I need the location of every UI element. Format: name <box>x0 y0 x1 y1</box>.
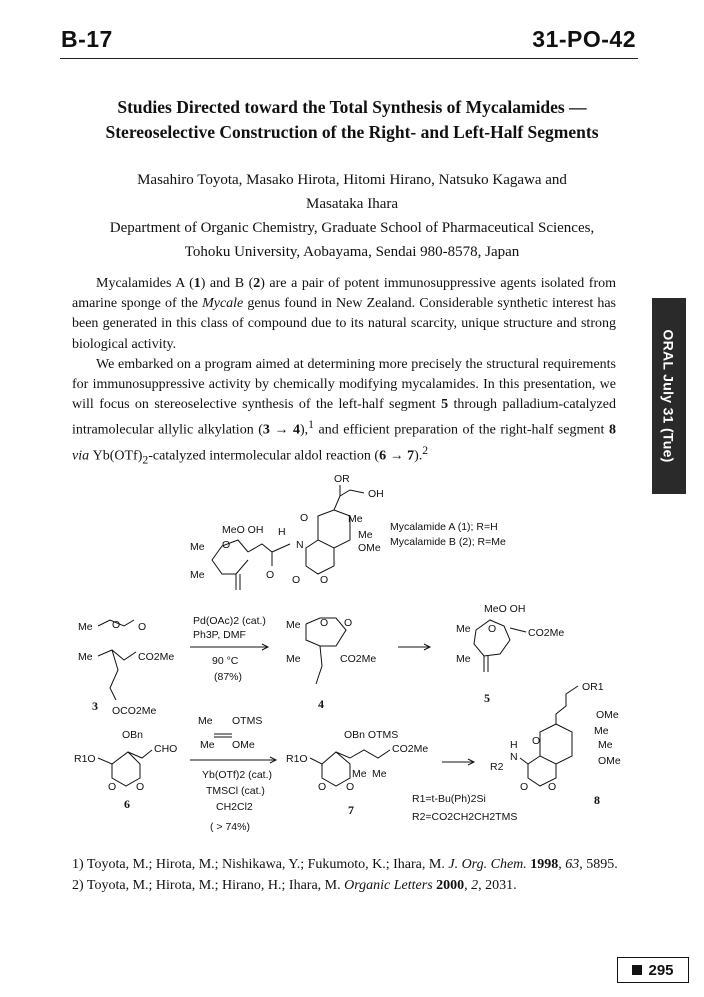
svg-text:5: 5 <box>484 691 490 705</box>
svg-text:CH2Cl2: CH2Cl2 <box>216 801 253 813</box>
svg-text:O: O <box>344 617 353 629</box>
svg-text:Mycalamide A (1); R=H: Mycalamide A (1); R=H <box>390 521 498 533</box>
svg-text:O: O <box>266 569 275 581</box>
svg-text:Me: Me <box>286 653 301 665</box>
svg-text:O: O <box>222 539 231 551</box>
svg-text:CO2Me: CO2Me <box>528 627 565 639</box>
authors-line-2: Masataka Ihara <box>305 196 399 212</box>
svg-text:N: N <box>510 751 518 763</box>
svg-text:O: O <box>318 781 327 793</box>
svg-text:Me: Me <box>78 651 93 663</box>
svg-text:O: O <box>112 619 121 631</box>
svg-text:Me: Me <box>78 621 93 633</box>
affiliation-line-2: Tohoku University, Aobayama, Sendai 980-8578, Japan <box>184 244 520 260</box>
reference-1: 1) Toyota, M.; Hirota, M.; Nishikawa, Y.; Fukumoto, K.; Ihara, M. J. Org. Chem. 1998, 63, 5895. <box>72 857 618 872</box>
svg-text:Me: Me <box>190 569 205 581</box>
svg-text:7: 7 <box>348 803 354 817</box>
title-line-1: Studies Directed toward the Total Synthesis of Mycalamides — <box>117 97 587 117</box>
svg-text:Me: Me <box>190 541 205 553</box>
svg-text:OR: OR <box>334 473 350 485</box>
reaction-1 <box>78 603 564 717</box>
svg-text:Yb(OTf)2 (cat.): Yb(OTf)2 (cat.) <box>202 769 273 781</box>
svg-text:H: H <box>510 739 518 751</box>
svg-text:CHO: CHO <box>154 743 178 755</box>
svg-text:O: O <box>488 623 497 635</box>
svg-text:Me: Me <box>200 739 215 751</box>
svg-text:R1O: R1O <box>74 753 96 765</box>
svg-text:R2=CO2CH2CH2TMS: R2=CO2CH2CH2TMS <box>412 811 518 823</box>
svg-text:Ph3P, DMF: Ph3P, DMF <box>193 629 246 641</box>
svg-text:OCO2Me: OCO2Me <box>112 705 157 717</box>
svg-text:Me: Me <box>594 725 609 737</box>
svg-text:Pd(OAc)2 (cat.): Pd(OAc)2 (cat.) <box>193 615 266 627</box>
svg-text:OR1: OR1 <box>582 681 604 693</box>
svg-text:4: 4 <box>318 697 324 711</box>
svg-text:CO2Me: CO2Me <box>340 653 377 665</box>
svg-text:Me: Me <box>358 529 373 541</box>
mycalamide-structure <box>190 473 506 590</box>
svg-text:OBn: OBn <box>122 729 144 741</box>
svg-text:Me: Me <box>198 715 213 727</box>
svg-text:OTMS: OTMS <box>232 715 263 727</box>
title-line-2: Stereoselective Construction of the Right- and Left-Half Segments <box>105 122 599 142</box>
svg-text:Me: Me <box>456 623 471 635</box>
svg-text:OMe: OMe <box>596 709 619 721</box>
page-number: 295 <box>648 961 674 979</box>
poster-code: 31-PO-42 <box>532 26 636 52</box>
svg-text:Me: Me <box>372 768 387 780</box>
session-code: B-17 <box>61 26 113 52</box>
svg-text:R1=t-Bu(Ph)2Si: R1=t-Bu(Ph)2Si <box>412 793 486 805</box>
svg-text:O: O <box>292 574 301 586</box>
svg-text:O: O <box>138 621 147 633</box>
reaction-2 <box>74 681 621 833</box>
svg-text:H: H <box>278 526 286 538</box>
svg-text:O: O <box>520 781 529 793</box>
svg-text:Me: Me <box>352 768 367 780</box>
svg-text:Me: Me <box>286 619 301 631</box>
svg-text:( > 74%): ( > 74%) <box>210 821 250 833</box>
svg-text:O: O <box>320 617 329 629</box>
svg-text:O: O <box>320 574 329 586</box>
svg-text:CO2Me: CO2Me <box>138 651 175 663</box>
svg-text:R2: R2 <box>490 761 504 773</box>
svg-text:O: O <box>300 512 309 524</box>
svg-text:O: O <box>346 781 355 793</box>
svg-text:Me: Me <box>456 653 471 665</box>
svg-text:O: O <box>532 735 541 747</box>
svg-text:3: 3 <box>92 699 98 713</box>
svg-text:CO2Me: CO2Me <box>392 743 429 755</box>
svg-text:O: O <box>548 781 557 793</box>
svg-text:O: O <box>136 781 145 793</box>
side-tab-label: ORAL July 31 (Tue) <box>661 329 677 463</box>
svg-text:OMe: OMe <box>598 755 621 767</box>
svg-text:R1O: R1O <box>286 753 308 765</box>
svg-text:90 °C: 90 °C <box>212 655 239 667</box>
reference-2: 2) Toyota, M.; Hirota, M.; Hirano, H.; Ihara, M. Organic Letters 2000, 2, 2031. <box>72 878 517 893</box>
svg-text:Mycalamide B (2); R=Me: Mycalamide B (2); R=Me <box>390 536 506 548</box>
references <box>72 854 632 896</box>
paragraph-1: Mycalamides A (1) and B (2) are a pair of potent immunosuppressive agents isolated from amarine sponge of the Mycale genus found in New Zealand. Considerable synthetic interest has been generated in this class of compound due to its natural scarcity, unique structure and strong biological activity. <box>72 276 617 352</box>
svg-text:Me: Me <box>598 739 613 751</box>
authors-line-1: Masahiro Toyota, Masako Hirota, Hitomi Hirano, Natsuko Kagawa and <box>137 172 567 188</box>
paragraph-2: We embarked on a program aimed at determining more precisely the structural requirements for immunosuppressive activity by chemically modifying mycalamides. In this presentation, we will focus on stereoselective synthesis of the left-half segment 5 through palladium-catalyzed intramolecular allylic alkylation (3 → 4),$^1$ and efficient preparation of the right-half segment 8 via $Yb(OTf)_2$-catalyzed intermolecular aldol reaction (6 → 7).$^2$ <box>72 356 616 467</box>
affiliation-line-1: Department of Organic Chemistry, Graduate School of Pharmaceutical Sciences, <box>109 220 595 236</box>
svg-text:O: O <box>108 781 117 793</box>
svg-text:OH: OH <box>368 488 384 500</box>
square-icon <box>632 965 642 975</box>
page-number-box <box>617 957 689 983</box>
svg-text:Me: Me <box>348 513 363 525</box>
svg-text:8: 8 <box>594 793 600 807</box>
svg-text:MeO OH: MeO OH <box>222 524 264 536</box>
svg-text:OMe: OMe <box>232 739 255 751</box>
svg-text:OMe: OMe <box>358 542 381 554</box>
svg-text:TMSCl (cat.): TMSCl (cat.) <box>206 785 265 797</box>
svg-text:(87%): (87%) <box>214 671 243 683</box>
svg-text:OBn OTMS: OBn OTMS <box>344 729 399 741</box>
svg-text:6: 6 <box>124 797 130 811</box>
svg-text:N: N <box>296 539 304 551</box>
svg-text:MeO OH: MeO OH <box>484 603 526 615</box>
